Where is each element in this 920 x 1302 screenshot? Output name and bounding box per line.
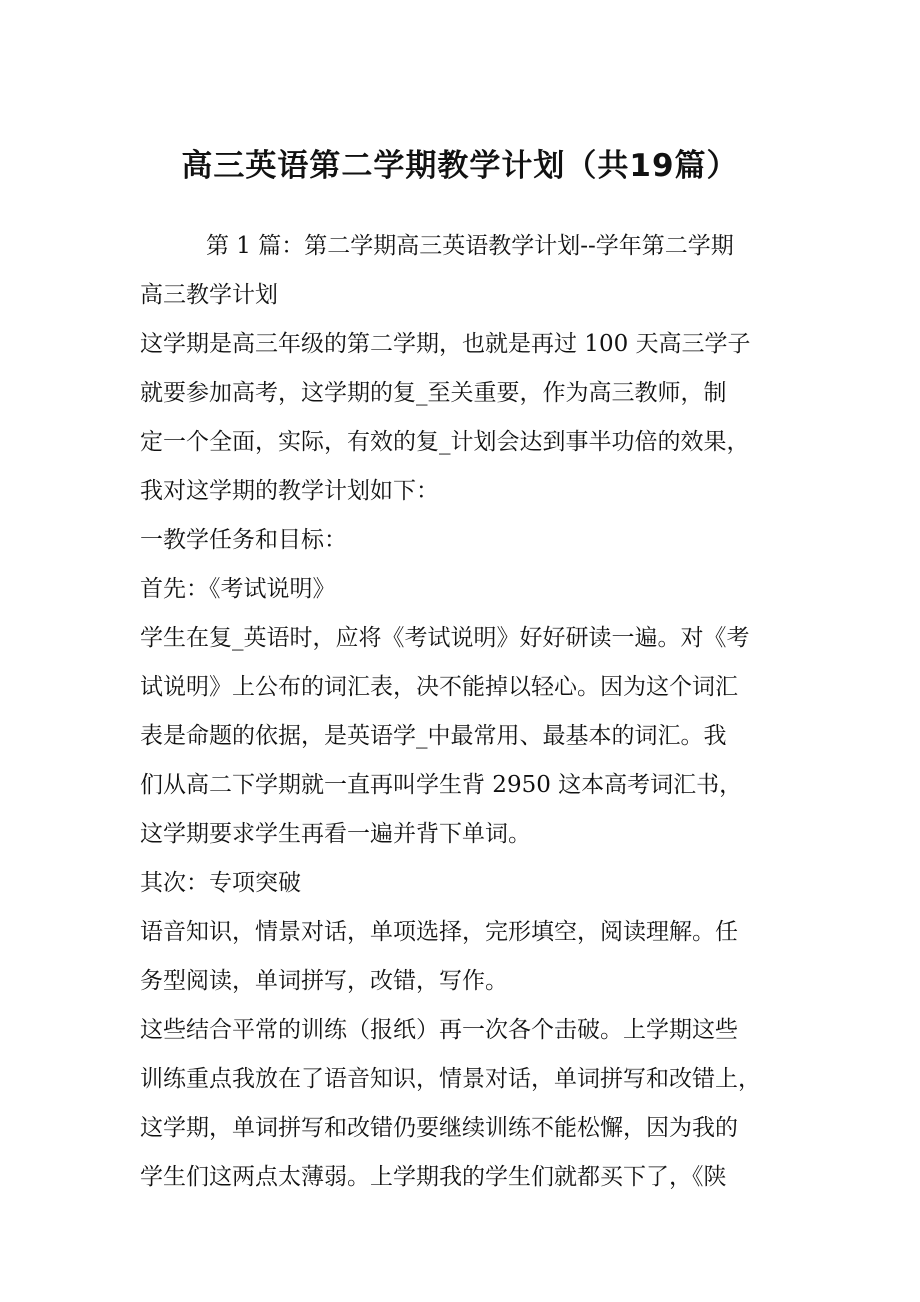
paragraph-line: 高三教学计划 — [140, 282, 278, 308]
document-body — [140, 222, 800, 1202]
paragraph-line: 学生们这两点太薄弱。上学期我的学生们就都买下了，《陕 — [140, 1164, 727, 1190]
paragraph-line: 第 1 篇：第二学期高三英语教学计划--学年第二学期 — [206, 233, 734, 259]
paragraph-line: 试说明》上公布的词汇表，决不能掉以轻心。因为这个词汇 — [140, 674, 738, 700]
paragraph-line: 定一个全面，实际，有效的复_计划会达到事半功倍的效果， — [140, 429, 750, 455]
paragraph-line: 这些结合平常的训练（报纸）再一次各个击破。上学期这些 — [140, 1017, 738, 1043]
paragraph-line: 们从高二下学期就一直再叫学生背 2950 这本高考词汇书， — [140, 772, 743, 798]
paragraph-line: 学生在复_英语时，应将《考试说明》好好研读一遍。对《考 — [140, 625, 750, 651]
subsection-heading: 其次：专项突破 — [140, 870, 301, 896]
paragraph-line: 这学期要求学生再看一遍并背下单词。 — [140, 821, 531, 847]
paragraph-line: 就要参加高考，这学期的复_至关重要，作为高三教师，制 — [140, 380, 727, 406]
paragraph-line: 这学期是高三年级的第二学期，也就是再过 100 天高三学子 — [140, 331, 751, 357]
document-title: 高三英语第二学期教学计划（共19篇） — [181, 148, 739, 184]
paragraph-line: 训练重点我放在了语音知识，情景对话，单词拼写和改错上， — [140, 1066, 761, 1092]
paragraph-line: 这学期，单词拼写和改错仍要继续训练不能松懈，因为我的 — [140, 1115, 738, 1141]
section-heading: 一教学任务和目标： — [140, 527, 347, 553]
paragraph-line: 表是命题的依据，是英语学_中最常用、最基本的词汇。我 — [140, 723, 727, 749]
subsection-heading: 首先：《考试说明》 — [140, 576, 336, 602]
paragraph-line: 我对这学期的教学计划如下： — [140, 478, 439, 504]
paragraph-line: 语音知识，情景对话，单项选择，完形填空，阅读理解。任 — [140, 919, 738, 945]
paragraph-line: 务型阅读，单词拼写，改错，写作。 — [140, 968, 508, 994]
